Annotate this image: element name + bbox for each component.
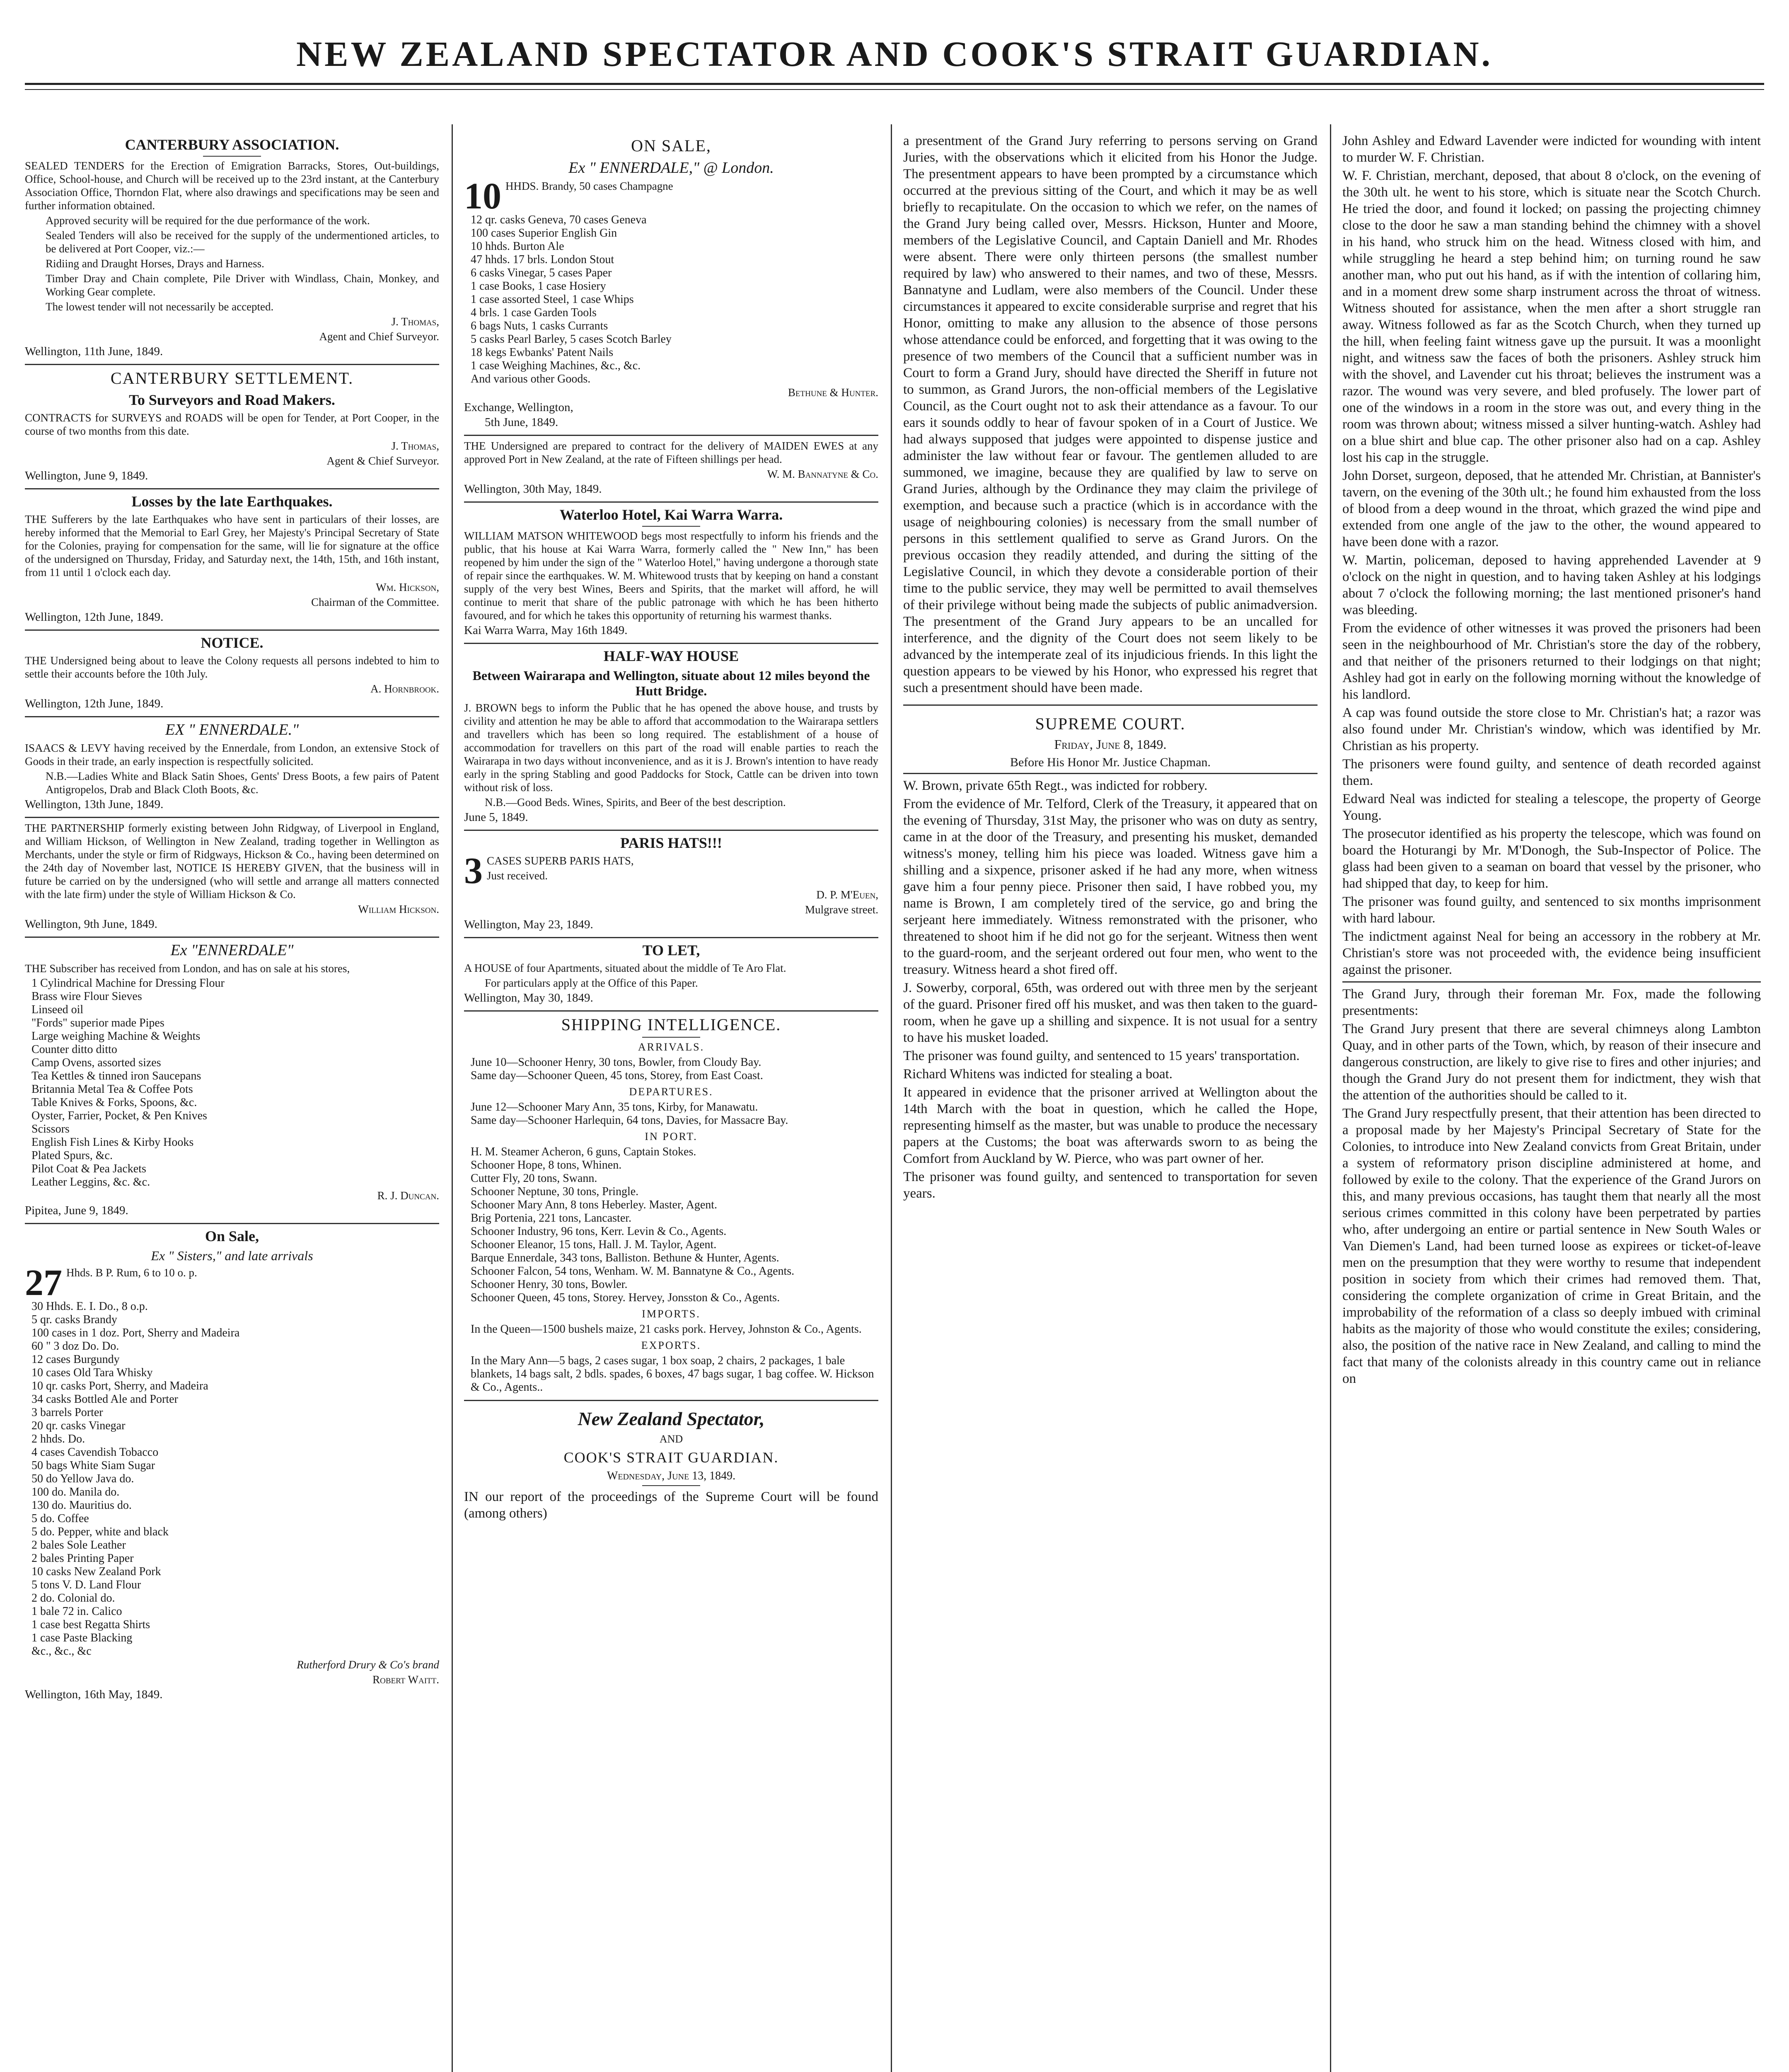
list-item: Brig Portenia, 221 tons, Lancaster. — [471, 1212, 632, 1225]
ad-date: Wellington, 12th June, 1849. — [25, 610, 164, 624]
column-3 — [903, 133, 1318, 2072]
in-port-list — [464, 1145, 878, 1305]
list-item: Brass wire Flour Sieves — [31, 990, 142, 1003]
ad-text: SEALED TENDERS for the Erection of Emigration Barracks, Stores, Out-buildings, Office, School-house, and Church will be received up to the 23rd instant, at the Canterbury Association Office, Thorndon Flat, where also drawings and specifications may be seen and further information obtained. — [25, 160, 439, 212]
ad-date: Wellington, May 30, 1849. — [464, 991, 593, 1005]
ad-maiden-ewes — [464, 439, 878, 496]
court-text: It appeared in evidence that the prisoner arrived at Wellington about the 14th March with the boat in question, which he called the Hope, representing himself as the master, but was unable to produce the necessary papers at the Customs; the boat was afterwards sworn to as being the Comfort from Auckland by W. Pierce, who was part owner of her. — [903, 1085, 1318, 1166]
court-text: W. F. Christian, merchant, deposed, that about 8 o'clock, on the evening of the 30th ult. he went to his store, which is situate near the Scotch Church. He tried the door, and found it locked; on passing the projecting chimney close to the door he saw a man standing behind the chimney with a shovel in his hand, who struck him on the head. Witness closed with him, and while struggling he heard a step behind him; on turning round he saw another man, who put out his hand, as if with the intention of collaring him, and in a moment drew some sharp instrument across the throat of witness. Witness shouted for assistance, when the men after a short struggle ran away. Witness followed as far as the Scotch Church, when they turned up the hill, when feeling faint witness gave up the pursuit. It was a moonlight night, and witness saw the faces of both the prisoners. Ashley struck him with the shovel, and Lavender cut his throat; believes the instrument was a razor. The wound was very severe, and bled profusely. The lower part of one of the windows in a room in the store was out, and every thing in the room was thrown about; witness missed a silver hunting-watch. Ashley had on a blue shirt and blue cap. The other prisoner also had on a cap. Ashley lost his cap in the struggle. — [1342, 168, 1761, 465]
ad-title: EX " ENNERDALE." — [165, 721, 299, 738]
list-item: Camp Ovens, assorted sizes — [31, 1056, 161, 1069]
ad-text: A HOUSE of four Apartments, situated about the middle of Te Aro Flat. — [464, 962, 786, 974]
editorial-masthead — [464, 1408, 878, 1522]
subsection-title: DEPARTURES. — [629, 1086, 713, 1098]
ad-date: 5th June, 1849. — [485, 416, 558, 429]
court-text: The prisoner was found guilty, and sentenced to transportation for seven years. — [903, 1169, 1318, 1201]
column-divider — [1330, 124, 1331, 2072]
divider — [464, 1010, 878, 1012]
list-item: H. M. Steamer Acheron, 6 guns, Captain Stokes. — [471, 1145, 696, 1158]
list-item: Schooner Neptune, 30 tons, Pringle. — [471, 1185, 639, 1198]
ad-title: Ex "ENNERDALE" — [170, 942, 294, 959]
list-item: 130 do. Mauritius do. — [31, 1499, 132, 1512]
column-4 — [1342, 133, 1761, 2072]
list-item: 18 kegs Ewbanks' Patent Nails — [471, 346, 614, 359]
list-item: 1 bale 72 in. Calico — [31, 1605, 122, 1618]
court-text: The indictment against Neal for being an accessory in the robbery at Mr. Christian's store was not proceeded with, the evidence being insufficient against the prisoner. — [1342, 929, 1761, 977]
list-item: Schooner Industry, 96 tons, Kerr. Levin & Co., Agents. — [471, 1225, 727, 1238]
masthead: NEW ZEALAND SPECTATOR AND COOK'S STRAIT GUARDIAN. — [296, 34, 1493, 74]
court-text: W. Brown, private 65th Regt., was indicted for robbery. — [903, 778, 1208, 793]
list-item: 50 bags White Siam Sugar — [31, 1459, 155, 1472]
ad-date: Wellington, 13th June, 1849. — [25, 798, 164, 811]
ad-signature: Mulgrave street. — [805, 903, 878, 916]
ad-subtitle: To Surveyors and Road Makers. — [129, 392, 335, 408]
divider — [464, 435, 878, 436]
presentment-text: The Grand Jury present that there are several chimneys along Lambton Quay, and in other parts of the Town, which, by reason of their insecure and dangerous construction, are likely to give rise to fires and other injuries; and though the Grand Jury do not present them for indictment, they wish that the attention of the authorities should be called to it. — [1342, 1021, 1761, 1103]
column-2 — [464, 133, 878, 2072]
list-item: 4 cases Cavendish Tobacco — [31, 1446, 159, 1459]
list-item: 1 case Weighing Machines, &c., &c. — [471, 359, 641, 372]
goods-list — [25, 1300, 439, 1658]
list-item: Schooner Falcon, 54 tons, Wenham. W. M. Bannatyne & Co., Agents. — [471, 1265, 795, 1278]
divider — [25, 716, 439, 717]
ad-text: THE Subscriber has received from London, and has on sale at his stores, — [25, 962, 350, 975]
ad-text: HHDS. Brandy, 50 cases Champagne — [505, 180, 673, 192]
subsection-title: EXPORTS. — [641, 1339, 701, 1351]
ad-ennerdale-isaacs — [25, 721, 439, 811]
paper-name-and: AND — [659, 1433, 683, 1445]
ad-title: Losses by the late Earthquakes. — [131, 493, 333, 510]
divider — [25, 1223, 439, 1224]
court-text: The prisoner was found guilty, and sentenced to six months imprisonment with hard labour. — [1342, 894, 1761, 926]
ad-ennerdale-duncan — [25, 941, 439, 1217]
ad-text: CONTRACTS for SURVEYS and ROADS will be open for Tender, at Port Cooper, in the course of two months from this date. — [25, 411, 439, 437]
list-item: 100 do. Manila do. — [31, 1486, 120, 1498]
paper-name: New Zealand Spectator, — [578, 1408, 765, 1429]
ad-date: Exchange, Wellington, — [464, 401, 573, 414]
ad-notice — [25, 634, 439, 710]
imports-list — [464, 1323, 878, 1336]
ad-signature: Robert Waitt. — [372, 1673, 439, 1686]
ad-date: Kai Warra Warra, May 16th 1849. — [464, 624, 628, 637]
presentment-text: The Grand Jury respectfully present, that their attention has been directed to a proposal made by her Majesty's Principal Secretary of State for the Colonies, to introduce into New Zealand convicts from Great Britain, under a system of reformatory prison discipline administered at home, and followed by exile to the colony. That the experience of the Grand Jurors on this, and many previous occasions, has taught them that nearly all the most serious crimes committed in this colony have been perpetrated by parties who, after undergoing an entire or partial sentence in New South Wales or Van Diemen's Land, had been turned loose as expirees or ticket-of-leave men on the presumption that they were worthy to resume that independent position in society from which their crimes had removed them. That, considering the complete organization of crime in Great Britain, and the improbability of the reformation of a class so deeply imbued with criminal habits as the majority of those who would constitute the exiles; considering, also, the position of the native race in New Zealand, and calling to mind the fact that many of the colonists already in this country came out in reliance on — [1342, 1106, 1761, 1386]
ad-signature: William Hickson. — [358, 903, 439, 915]
ad-canterbury-association — [25, 136, 439, 358]
ad-text: THE Undersigned being about to leave the Colony requests all persons indebted to him to settle their accounts before the 10th July. — [25, 654, 439, 680]
ad-waterloo-hotel — [464, 506, 878, 637]
court-text: W. Martin, policeman, deposed to having apprehended Lavender at 9 o'clock on the night in question, and to having taken Ashley at his lodgings about 7 o'clock the following morning; the last mentioned prisoner's hand was bleeding. — [1342, 553, 1761, 617]
arrivals-list — [464, 1056, 878, 1082]
list-item: 12 qr. casks Geneva, 70 cases Geneva — [471, 213, 647, 226]
divider — [25, 817, 439, 818]
ad-text: For particulars apply at the Office of this Paper. — [485, 977, 698, 989]
ad-text: ISAACS & LEVY having received by the Ennerdale, from London, an extensive Stock of Goods in their trade, an early inspection is respectfully solicited. — [25, 742, 439, 767]
court-text: Richard Whitens was indicted for stealing a boat. — [903, 1067, 1173, 1082]
subsection-title: IN PORT. — [645, 1130, 698, 1143]
section-title: SUPREME COURT. — [1035, 714, 1186, 733]
divider — [25, 364, 439, 365]
list-item: Same day—Schooner Queen, 45 tons, Storey, from East Coast. — [471, 1069, 763, 1082]
list-item: 6 casks Vinegar, 5 cases Paper — [471, 266, 612, 279]
list-item: 10 casks New Zealand Pork — [31, 1565, 161, 1578]
divider — [464, 830, 878, 831]
list-item: Schooner Eleanor, 15 tons, Hall. J. M. Taylor, Agent. — [471, 1238, 717, 1251]
list-item: Britannia Metal Tea & Coffee Pots — [31, 1083, 193, 1096]
ad-partnership — [25, 821, 439, 931]
paper-subname: COOK'S STRAIT GUARDIAN. — [563, 1449, 779, 1466]
divider — [25, 629, 439, 631]
list-item: 2 hhds. Do. — [31, 1433, 85, 1445]
ad-signature: Chairman of the Committee. — [311, 596, 439, 608]
list-item: 100 cases in 1 doz. Port, Sherry and Madeira — [31, 1326, 240, 1339]
divider — [642, 1485, 700, 1486]
list-item: Leather Leggins, &c. &c. — [31, 1176, 150, 1188]
list-item: &c., &c., &c — [31, 1645, 92, 1658]
ad-date: Wellington, 12th June, 1849. — [25, 697, 164, 710]
list-item: And various other Goods. — [471, 373, 591, 385]
divider — [1342, 981, 1761, 983]
list-item: 47 hhds. 17 brls. London Stout — [471, 253, 614, 266]
ad-text: Sealed Tenders will also be received for the supply of the undermentioned articles, to be delivered at Port Cooper, viz.:— — [46, 229, 439, 255]
ad-text: J. BROWN begs to inform the Public that he has opened the above house, and trusts by civility and attention he may be able to afford that accommodation to the Wairarapa settlers and travellers which has been so long required. The establishment of a house of accommodation for travellers on this part of the road will enable parties to reach the Wairarapa in two days without inconvenience, and as it is J. Brown's intention to have ready early in the spring Stabling and good Paddocks for Stock, Cattle can be driven into town without risk of loss. — [464, 702, 878, 794]
list-item: 5 do. Coffee — [31, 1512, 89, 1525]
ad-date: June 5, 1849. — [464, 811, 528, 824]
exports-list — [464, 1354, 878, 1394]
departures-list — [464, 1101, 878, 1127]
list-item: Barque Ennerdale, 343 tons, Balliston. Bethune & Hunter, Agents. — [471, 1251, 779, 1264]
list-item: 2 do. Colonial do. — [31, 1592, 115, 1605]
ad-date: Wellington, May 23, 1849. — [464, 918, 593, 931]
court-text: The prisoners were found guilty, and sentence of death recorded against them. — [1342, 757, 1761, 788]
ad-title: TO LET, — [642, 942, 700, 959]
court-date: Friday, June 8, 1849. — [1054, 737, 1167, 752]
list-item: 5 do. Pepper, white and black — [31, 1525, 169, 1538]
list-item: 5 tons V. D. Land Flour — [31, 1578, 141, 1591]
ad-title: ON SALE, — [631, 136, 711, 155]
column-divider — [891, 124, 892, 2072]
divider — [203, 156, 261, 157]
list-item: 2 bales Printing Paper — [31, 1552, 134, 1565]
ad-date: Wellington, 9th June, 1849. — [25, 917, 157, 931]
ad-signature: Agent and Chief Surveyor. — [319, 330, 439, 343]
list-item: 10 qr. casks Port, Sherry, and Madeira — [31, 1380, 208, 1392]
ad-subtitle: Between Wairarapa and Wellington, situate about 12 miles beyond the Hutt Bridge. — [472, 668, 870, 698]
court-text: A cap was found outside the store close to Mr. Christian's hat; a razor was also found under Mr. Christian's window, which was identified by Mr. Christian as his property. — [1342, 705, 1761, 753]
ad-signature: A. Hornbrook. — [370, 683, 439, 695]
divider — [464, 501, 878, 503]
list-item: Counter ditto ditto — [31, 1043, 117, 1056]
ad-text: Hhds. B P. Rum, 6 to 10 o. p. — [66, 1266, 197, 1279]
ad-text: Timber Dray and Chain complete, Pile Driver with Windlass, Chain, Monkey, and Working Gear complete. — [46, 272, 439, 298]
court-text: From the evidence of Mr. Telford, Clerk of the Treasury, it appeared that on the evening of Thursday, 31st May, the prisoner who was on duty as sentry, came in at the door of the Treasury, and presenting his musket, demanded witness's money, telling him his piece was loaded. Witness gave him a shilling and a sixpence, prisoner asked if he had any more, when witness gave him a four penny piece. Prisoner then said, I have robbed you, my name is Brown, I am completely tired of the service, go and bring the serjeant here immediately. Witness remonstrated with the prisoner, who threatened to shoot him if he did not go for the serjeant. Witness then went to the guard-room, and the serjeant ordered out four men, who went to the treasury. Witness heard a shot fired off. — [903, 796, 1318, 977]
list-item: June 12—Schooner Mary Ann, 35 tons, Kirby, for Manawatu. — [471, 1101, 758, 1113]
court-text: John Dorset, surgeon, deposed, that he attended Mr. Christian, at Bannister's tavern, on the evening of the 30th ult.; he found him exhausted from the loss of blood from a deep wound in the throat, which grazed the wind pipe and extended from one angle of the jaw to the other, the wound appeared to have been done with a razor. — [1342, 468, 1761, 549]
ad-date: Wellington, 16th May, 1849. — [25, 1688, 163, 1701]
list-item: Plated Spurs, &c. — [31, 1149, 113, 1162]
ad-title: HALF-WAY HOUSE — [603, 648, 739, 664]
editorial-lead: IN our report of the proceedings of the Supreme Court will be found (among others) — [464, 1489, 878, 1521]
ad-text: THE PARTNERSHIP formerly existing between John Ridgway, of Liverpool in England, and William Hickson, of Wellington in New Zealand, trading together in Wellington as Merchants, under the style or firm of Ridgways, Hickson & Co., having been determined on the 24th day of November last, NOTICE IS HEREBY GIVEN, that the business will in future be carried on by the undersigned (who will settle and arrange all matters connected with the late firm) under the style of William Hickson & Co. — [25, 822, 439, 900]
masthead-rule-thin — [25, 89, 1764, 90]
list-item: 1 Cylindrical Machine for Dressing Flour — [31, 977, 225, 990]
ad-title: NOTICE. — [201, 634, 264, 651]
column-1 — [25, 133, 439, 2072]
editorial-text: a presentment of the Grand Jury referring to persons serving on Grand Juries, with the observations which it elicited from his Honor the Judge. The presentment appears to have been prompted by a circumstance which occurred at the previous sitting of the Court, and which it may be as well briefly to recapitulate. On the occasion to which we refer, on the names of the Grand Jury being called over, Messrs. Hickson, Hunter and Moore, members of the Legislative Council, and Captain Daniell and Mr. Rhodes were absent. There were only thirteen persons (the smallest number required by law) who answered to their names, and two of these, Messrs. Bannatyne and Ludlam, were also members of the Council. Under these circumstances it appeared to excite considerable surprise and regret that his Honor, omitting to make any allusion to the absence of those persons whose attendance could be enforced, and forgetting that it was owing to the presence of two members of the Council that a sufficient number was in Court to form a Grand Jury, should have directed the Sheriff in future not to summon, as Grand Jurors, the non-official members of the Legislative Council, as the Court ought not to ask their attendance as a favour. To our ears it sounds oddly to hear of favour spoken of in a Court of Justice. We had always supposed that judges were appointed to dispense justice and administer the law without fear or favour. The gentlemen alluded to are summoned, we imagine, because they are qualified by law to serve on Grand Juries, although by the Ordinance they may claim the privilege of exemption, and because such a practice (which is in accordance with the usage of neighbouring colonies) is necessary from the small number of persons in this settlement qualified to serve as Grand Jurors. On the previous occasion they readily attended, and during the sitting of the Legislative Council, in which they devote a considerable portion of their time to the public service, they may well be permitted to avail themselves of their privilege without being made the subjects of public animadversion. The presentment of the Grand Jury appears to be an uncalled for interference, and the dignity of the Court does not seem likely to be advanced by the intemperate zeal of its injudicious friends. In this light the question appears to be viewed by his Honor, who expressed his regret that such a presentment should have been made. — [903, 133, 1318, 695]
ad-date: Wellington, 11th June, 1849. — [25, 345, 163, 358]
ad-text: THE Sufferers by the late Earthquakes who have sent in particulars of their losses, are hereby informed that the Memorial to Earl Grey, her Majesty's Principal Secretary of State for the Colonies, praying for compensation for the same, will lie for signature at the office of the undersigned on Thursday, Friday, and Saturday next, the 14th, 15th, and 16th instant, from 11 until 1 o'clock each day. — [25, 513, 439, 579]
ad-title: Waterloo Hotel, Kai Warra Warra. — [559, 506, 783, 523]
ad-date: Wellington, 30th May, 1849. — [464, 482, 602, 496]
list-item: 4 brls. 1 case Garden Tools — [471, 306, 597, 319]
ad-canterbury-settlement — [25, 368, 439, 482]
list-item: Oyster, Farrier, Pocket, & Pen Knives — [31, 1109, 207, 1122]
ad-signature: Wm. Hickson, — [376, 581, 439, 593]
list-item: Scissors — [31, 1123, 70, 1135]
ad-signature: D. P. M'Euen, — [816, 888, 878, 901]
list-item: In the Mary Ann—5 bags, 2 cases sugar, 1 box soap, 2 chairs, 2 packages, 1 bale blankets, 14 bags salt, 2 bdls. spades, 6 boxes, 47 bags sugar, 1 bag coffee. W. Hickson & Co., Agents.. — [471, 1354, 874, 1394]
list-item: 30 Hhds. E. I. Do., 8 o.p. — [31, 1300, 148, 1313]
ad-title: On Sale, — [205, 1228, 259, 1244]
list-item: 3 barrels Porter — [31, 1406, 103, 1419]
ad-signature: W. M. Bannatyne & Co. — [767, 468, 878, 480]
ad-title: CANTERBURY SETTLEMENT. — [110, 369, 354, 387]
ad-text: WILLIAM MATSON WHITEWOOD begs most respectfully to inform his friends and the public, that his house at Kai Warra Warra, formerly called the " New Inn," has been reopened by him under the sign of the " Waterloo Hotel," having undergone a thorough state of repair since the earthquakes. W. M. Whitewood trusts that by keeping on hand a constant supply of the very best Wines, Beers and Spirits, that the market will afford, he will continue to merit that share of the public patronage with which he has been hitherto favoured, and for which he takes this opportunity of returning his warmest thanks. — [464, 530, 878, 622]
ad-text: The lowest tender will not necessarily be accepted. — [46, 300, 274, 313]
list-item: 5 qr. casks Brandy — [31, 1313, 117, 1326]
ad-to-let — [464, 942, 878, 1005]
list-item: 1 case Paste Blacking — [31, 1631, 133, 1644]
divider — [903, 704, 1318, 706]
column-divider — [452, 124, 453, 2072]
court-text: From the evidence of other witnesses it was proved the prisoners had been seen in the neighbourhood of Mr. Christian's store the day of the robbery, and that neither of the prisoners returned to their lodgings on that night; Ashley had got in early on the following morning without the knowledge of his landlord. — [1342, 621, 1761, 702]
newspaper-page — [25, 17, 1764, 2072]
list-item: 60 " 3 doz Do. Do. — [31, 1340, 119, 1353]
ad-title: CANTERBURY ASSOCIATION. — [125, 136, 339, 153]
list-item: English Fish Lines & Kirby Hooks — [31, 1136, 194, 1149]
subsection-title: ARRIVALS. — [638, 1041, 705, 1053]
ad-date: Wellington, June 9, 1849. — [25, 469, 148, 482]
ad-on-sale-ennerdale — [464, 136, 878, 429]
list-item: Schooner Queen, 45 tons, Storey. Hervey, Jonsston & Co., Agents. — [471, 1291, 780, 1304]
list-item: Schooner Hope, 8 tons, Whinen. — [471, 1159, 622, 1172]
list-item: 20 qr. casks Vinegar — [31, 1419, 126, 1432]
masthead-rule — [25, 83, 1764, 85]
divider — [25, 488, 439, 489]
list-item: Large weighing Machine & Weights — [31, 1030, 201, 1043]
list-item: June 10—Schooner Henry, 30 tons, Bowler, from Cloudy Bay. — [471, 1056, 762, 1069]
ad-date: Pipitea, June 9, 1849. — [25, 1204, 128, 1217]
divider — [464, 937, 878, 938]
ad-subtitle: Ex " Sisters," and late arrivals — [151, 1248, 313, 1263]
list-item: 1 case best Regatta Shirts — [31, 1618, 150, 1631]
list-item: 12 cases Burgundy — [31, 1353, 120, 1366]
ad-paris-hats — [464, 834, 878, 931]
list-item: Same day—Schooner Harlequin, 64 tons, Davies, for Massacre Bay. — [471, 1114, 788, 1127]
ad-subtitle: Ex " ENNERDALE," @ London. — [568, 159, 774, 177]
ad-text: CASES SUPERB PARIS HATS, — [487, 854, 634, 867]
ad-earthquakes — [25, 493, 439, 624]
list-item: Linseed oil — [31, 1003, 84, 1016]
list-item: In the Queen—1500 bushels maize, 21 casks pork. Hervey, Johnston & Co., Agents. — [471, 1323, 862, 1336]
goods-list — [25, 977, 439, 1189]
ad-text: Just received. — [487, 869, 548, 882]
list-item: 10 hhds. Burton Ale — [471, 240, 564, 253]
list-item: Pilot Coat & Pea Jackets — [31, 1162, 146, 1175]
ad-signature: J. Thomas, — [391, 315, 439, 328]
ad-half-way-house — [464, 647, 878, 824]
drop-number: 27 — [25, 1262, 62, 1303]
court-text: John Ashley and Edward Lavender were indicted for wounding with intent to murder W. F. Christian. — [1342, 133, 1761, 165]
divider — [642, 1037, 700, 1038]
list-item: "Fords" superior made Pipes — [31, 1017, 164, 1029]
subsection-title: IMPORTS. — [642, 1308, 701, 1320]
ad-text: Ridiing and Draught Horses, Drays and Harness. — [46, 257, 264, 270]
list-item: 2 bales Sole Leather — [31, 1539, 126, 1552]
list-item: Schooner Henry, 30 tons, Bowler. — [471, 1278, 628, 1291]
court-judge: Before His Honor Mr. Justice Chapman. — [1010, 755, 1211, 769]
ad-signature: Bethune & Hunter. — [788, 386, 878, 399]
divider — [464, 643, 878, 644]
court-text: The prisoner was found guilty, and sentenced to 15 years' transportation. — [903, 1048, 1300, 1063]
ad-text: Approved security will be required for the due performance of the work. — [46, 214, 370, 227]
paper-date: Wednesday, June 13, 1849. — [607, 1469, 736, 1482]
drop-number: 10 — [464, 176, 501, 217]
list-item: 34 casks Bottled Ale and Porter — [31, 1393, 178, 1406]
divider — [642, 526, 700, 527]
divider — [464, 1400, 878, 1401]
section-title: SHIPPING INTELLIGENCE. — [561, 1015, 781, 1034]
court-text: The prosecutor identified as his property the telescope, which was found on board the Hoturangi by Mr. M'Donogh, the Sub-Inspector of Police. The glass had been given to a seaman on board that vessel by the prisoner, who had shipped that day, to keep for him. — [1342, 826, 1761, 891]
ad-on-sale-sisters — [25, 1227, 439, 1701]
drop-number: 3 — [464, 850, 483, 891]
list-item: Schooner Mary Ann, 8 tons Heberley. Master, Agent. — [471, 1198, 718, 1211]
ad-text: THE Undersigned are prepared to contract for the delivery of MAIDEN EWES at any approved Port in New Zealand, at the rate of Fifteen shillings per head. — [464, 440, 878, 465]
presentment-text: The Grand Jury, through their foreman Mr. Fox, made the following presentments: — [1342, 987, 1761, 1018]
list-item: Table Knives & Forks, Spoons, &c. — [31, 1096, 197, 1109]
court-text: J. Sowerby, corporal, 65th, was ordered out with three men by the serjeant of the guard. Prisoner fired off his musket, and was then taken to the guard-room, when he gave up a shilling and sixpence. It is not usual for a sentry to have his musket loaded. — [903, 980, 1318, 1045]
shipping-intelligence — [464, 1015, 878, 1394]
list-item: 50 do Yellow Java do. — [31, 1472, 134, 1485]
list-item: Tea Kettles & tinned iron Saucepans — [31, 1070, 201, 1082]
ad-text: N.B.—Ladies White and Black Satin Shoes, Gents' Dress Boots, a few pairs of Patent Antigropelos, Drab and Black Cloth Boots, &c. — [46, 770, 439, 796]
list-item: 1 case assorted Steel, 1 case Whips — [471, 293, 634, 306]
court-text: Edward Neal was indicted for stealing a telescope, the property of George Young. — [1342, 792, 1761, 823]
ad-signature: R. J. Duncan. — [377, 1189, 439, 1202]
divider — [903, 773, 1318, 774]
ad-text: N.B.—Good Beds. Wines, Spirits, and Beer of the best description. — [485, 796, 786, 808]
ad-signature: Agent & Chief Surveyor. — [326, 455, 439, 467]
ad-title: PARIS HATS!!! — [620, 835, 722, 851]
brand-note: Rutherford Drury & Co's brand — [297, 1658, 439, 1671]
list-item: 100 cases Superior English Gin — [471, 227, 617, 240]
list-item: Cutter Fly, 20 tons, Swann. — [471, 1172, 597, 1185]
list-item: 10 cases Old Tara Whisky — [31, 1366, 153, 1379]
divider — [25, 937, 439, 938]
list-item: 1 case Books, 1 case Hosiery — [471, 280, 606, 293]
list-item: 6 bags Nuts, 1 casks Currants — [471, 320, 608, 332]
goods-list — [464, 213, 878, 386]
ad-signature: J. Thomas, — [391, 440, 439, 452]
list-item: 5 casks Pearl Barley, 5 cases Scotch Barley — [471, 333, 672, 346]
